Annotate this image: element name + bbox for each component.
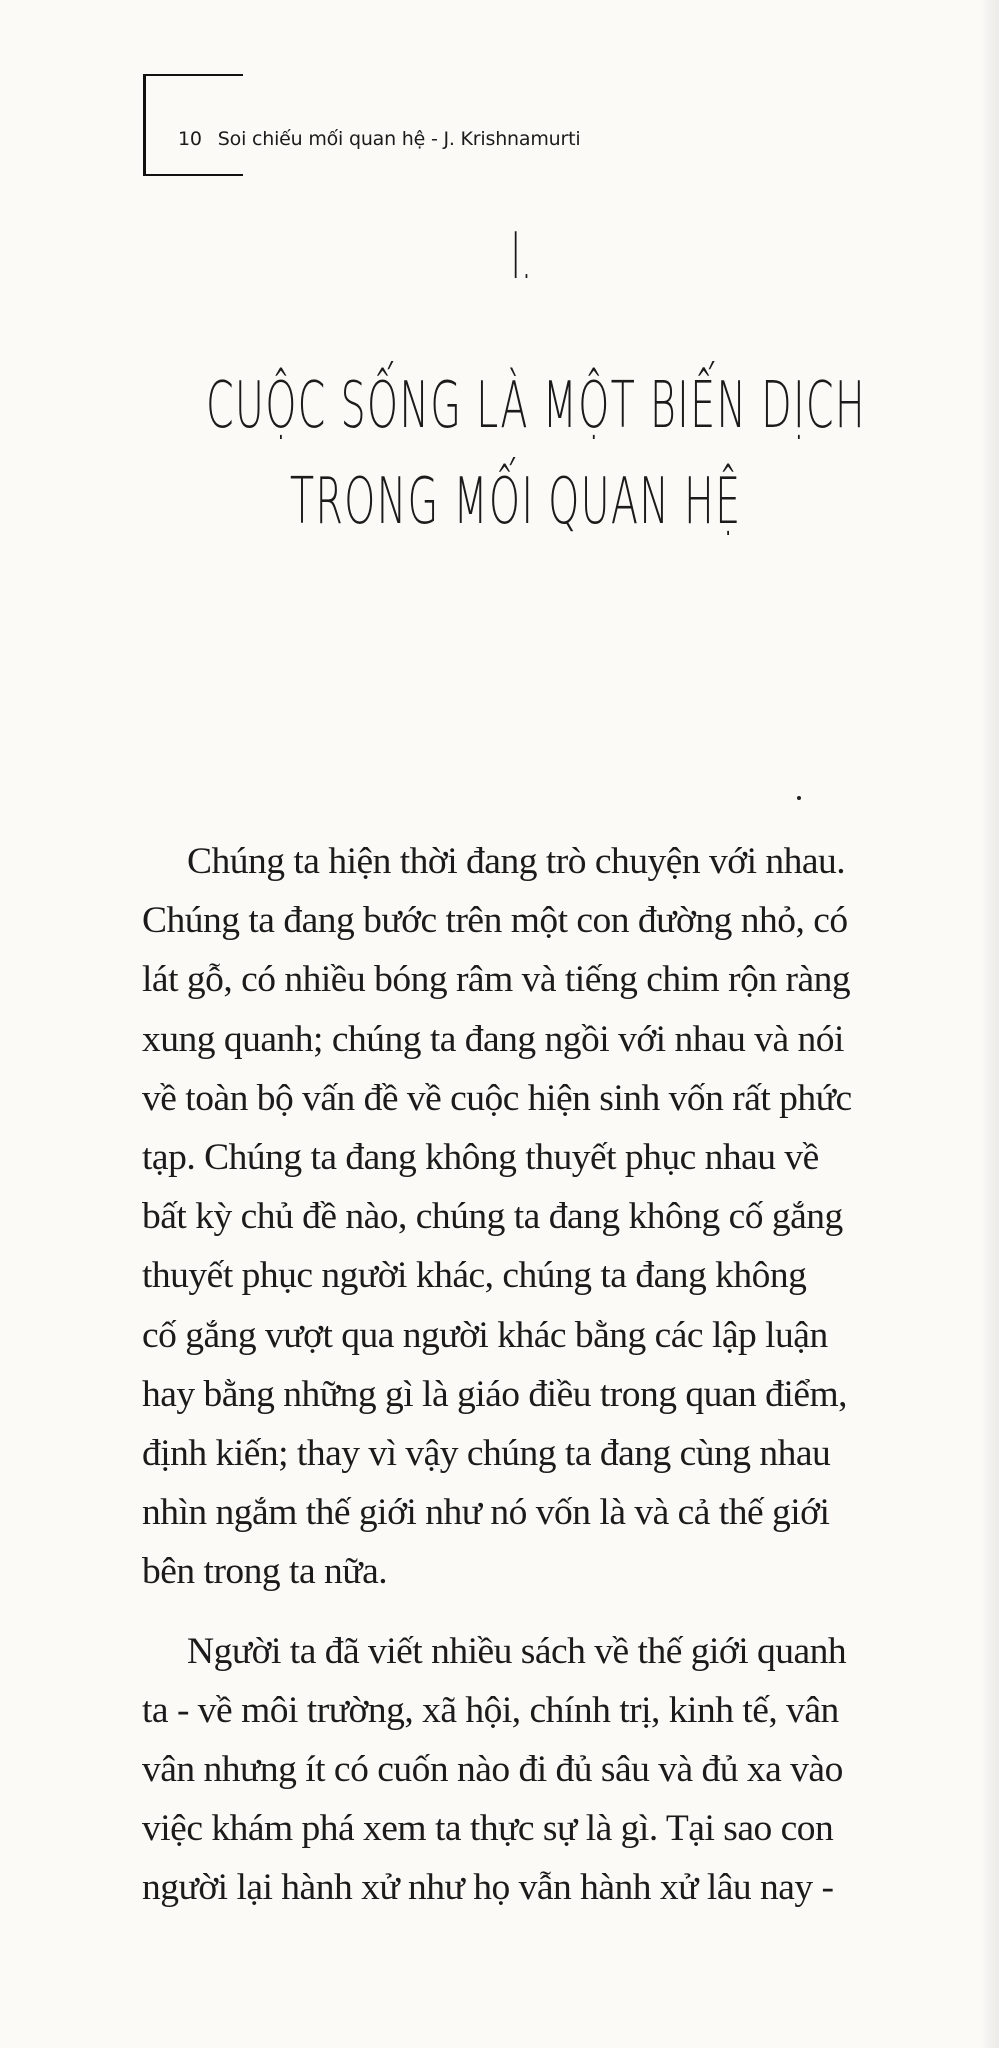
chapter-title-line: CUỘC SỐNG LÀ MỘT BIẾN DỊCH: [205, 369, 866, 443]
text-line: hay bằng những gì là giáo điều trong quan điểm,: [142, 1373, 848, 1415]
text-line: định kiến; thay vì vậy chúng ta đang cùng nhau: [142, 1433, 831, 1475]
header-frame-ornament: [143, 74, 243, 176]
text-line: người lại hành xử như họ vẫn hành xử lâu nay -: [142, 1867, 834, 1909]
speck-mark: [797, 796, 801, 800]
paragraph: [142, 1622, 942, 1918]
chapter-title: [205, 358, 866, 550]
text-line: việc khám phá xem ta thực sự là gì. Tại sao con: [142, 1808, 834, 1850]
text-line: Chúng ta đang bước trên một con đường nhỏ, có: [142, 900, 848, 942]
page-edge-shadow: [981, 0, 999, 2048]
text-line: bất kỳ chủ đề nào, chúng ta đang không cố gắng: [142, 1196, 843, 1238]
chapter-title-line: TRONG MỐI QUAN HỆ: [289, 465, 742, 539]
text-line: xung quanh; chúng ta đang ngồi với nhau và nói: [142, 1018, 844, 1060]
text-line: cố gắng vượt qua người khác bằng các lập luận: [142, 1314, 828, 1356]
chapter-number: I.: [510, 220, 533, 294]
body-text: [142, 832, 942, 1918]
page-number: 10: [178, 128, 202, 150]
text-line: Người ta đã viết nhiều sách về thế giới quanh: [187, 1630, 847, 1672]
text-line: nhìn ngắm thế giới như nó vốn là và cả thế giới: [142, 1492, 830, 1534]
text-line: bên trong ta nữa.: [142, 1551, 388, 1593]
text-line: về toàn bộ vấn đề về cuộc hiện sinh vốn rất phức: [142, 1077, 852, 1119]
text-line: tạp. Chúng ta đang không thuyết phục nhau về: [142, 1137, 819, 1179]
running-header: [178, 128, 580, 150]
paragraph: [142, 832, 942, 1602]
text-line: vân nhưng ít có cuốn nào đi đủ sâu và đủ xa vào: [142, 1749, 843, 1791]
text-line: Chúng ta hiện thời đang trò chuyện với nhau.: [187, 841, 846, 882]
text-line: thuyết phục người khác, chúng ta đang không: [142, 1255, 807, 1297]
running-title: Soi chiếu mối quan hệ - J. Krishnamurti: [217, 128, 581, 150]
text-line: lát gỗ, có nhiều bóng râm và tiếng chim rộn ràng: [142, 959, 851, 1001]
text-line: ta - về môi trường, xã hội, chính trị, kinh tế, vân: [142, 1689, 839, 1731]
